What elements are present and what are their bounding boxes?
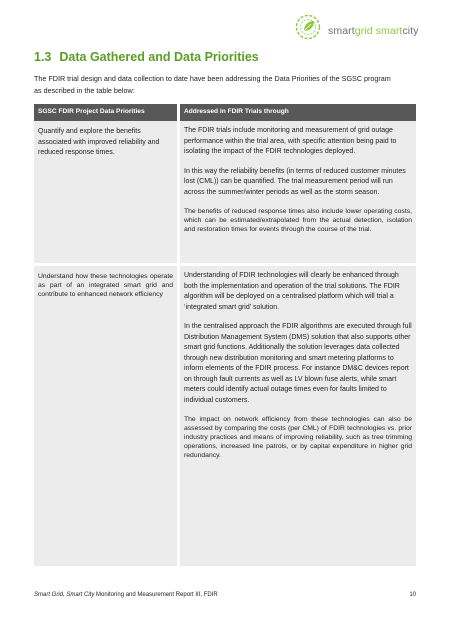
addressed-paragraph: In the centralised approach the FDIR algorithms are executed through full Distribution Management System (DMS) solution that also supports other smart grid functions. Additionally the solution leverages data collected through new distribution monitoring and smart metering platforms to inform elements of the FDIR process. For instance DM&C devices report on through fault currents as well as LV blown fuse alerts, while smart meters could identify actual outage times even for faults limited to individual customers. [184,323,412,404]
header-priorities: SGSC FDIR Project Data Priorities [34,104,179,121]
section-number: 1.3 [34,50,52,64]
logo-wordmark: smartgrid smartcity [328,25,419,37]
smart-grid-smart-city-logo [290,12,440,42]
addressed-paragraph: The benefits of reduced response times also include lower operating costs, which can be estimated/extrapolated from the actual detection, isolation and restoration times for events through the course of the trial. [184,208,412,233]
section-heading [34,50,259,64]
addressed-cell [179,265,417,567]
priority-text: Understand how these technologies operate as part of an integrated smart grid and contribute to enhanced network efficiency [38,273,173,298]
logo-leaf-icon [290,12,326,42]
intro-paragraph: The FDIR trial design and data collection to date have been addressing the Data Priorities of the SGSC program as described in the table below: [34,74,391,95]
header-addressed: Addressed in FDIR Trials through [179,104,417,121]
priority-cell [34,265,179,567]
priority-text: Quantify and explore the benefits associated with improved reliability and reduced response times. [38,128,160,156]
page-footer [34,592,416,598]
addressed-cell [179,121,417,265]
addressed-paragraph: Understanding of FDIR technologies will clearly be enhanced through both the implementation and operation of the trial solutions. The FDIR algorithm will be deployed on a centralised platform which will trial a ‘integrated smart grid’ solution. [184,272,400,311]
page-number: 10 [409,592,416,598]
data-priorities-table [34,104,416,566]
priority-cell [34,121,179,265]
addressed-paragraph: The impact on network efficiency from these technologies can also be assessed by comparing the costs (per CML) of FDIR technologies vs. prior industry practices and means of improving reliability, such as tree trimming operations, increased line patrols, or by capital expenditure in higher grid redundancy. [184,416,412,459]
section-title: Data Gathered and Data Priorities [59,50,259,64]
table-row [34,265,416,567]
addressed-paragraph: In this way the reliability benefits (in terms of reduced customer minutes lost (CML)) can be quantified. The trial measurement period will run across the summer/winter periods as well as the storm season. [184,167,406,196]
footer-title: Monitoring and Measurement Report III, FDIR [94,592,218,598]
addressed-paragraph: The FDIR trials include monitoring and measurement of grid outage performance within the trial area, with specific attention being paid to isolating the impact of the FDIR technologies deployed. [184,127,397,155]
table-header-row [34,104,416,121]
footer-title-italic: Smart Grid, Smart City [34,592,95,598]
table-row [34,121,416,265]
